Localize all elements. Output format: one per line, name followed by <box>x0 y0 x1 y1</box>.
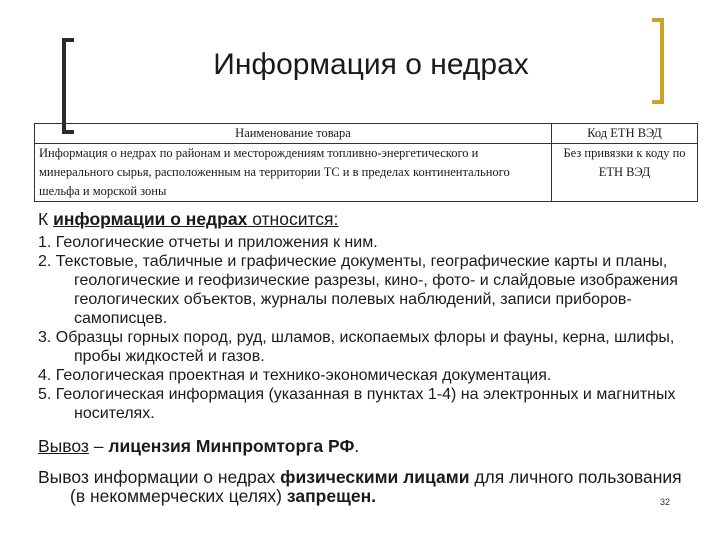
table-header-row <box>35 124 698 144</box>
personal-use-line <box>38 468 690 506</box>
list-item: 3. Образцы горных пород, руд, шламов, ископаемых флоры и фауны, керна, шлифы, пробы жидкостей и газов. <box>38 329 675 365</box>
slide-title: Информация о недрах <box>213 48 529 81</box>
row-code-cell: Без привязки к коду по ЕТН ВЭД <box>552 144 698 202</box>
personal-part2: для личного пользования (в некоммерческих целях) <box>70 467 682 506</box>
list-item: 5. Геологическая информация (указанная в пунктах 1-4) на электронных и магнитных носителях. <box>38 386 676 422</box>
list-item: 1. Геологические отчеты и приложения к ним. <box>38 234 378 251</box>
goods-table <box>34 123 698 202</box>
row-name-cell: Информация о недрах по районам и месторождениям топливно-энергетического и минерального сырья, расположенным на территории ТС и в пределах континентального шельфа и морской зоны <box>35 144 552 202</box>
table-row <box>35 144 698 202</box>
page-number: 32 <box>660 497 671 507</box>
header-name-cell: Наименование товара <box>35 124 552 144</box>
export-line <box>38 437 698 456</box>
export-end: . <box>354 436 360 456</box>
personal-emph2: запрещен. <box>286 486 376 506</box>
export-dash: – <box>88 436 109 456</box>
export-license: лицензия Минпромторга РФ <box>108 436 355 456</box>
list-item: 4. Геологическая проектная и технико-экономическая документация. <box>38 367 552 384</box>
slide-body <box>38 210 698 506</box>
list-item: 2. Текстовые, табличные и графические документы, географические карты и планы, геологические и геофизические разрезы, кино-, фото- и слайдовые изображения геологических объектов, журналы полевых наблюдений, записи приборов-самописцев. <box>38 253 678 327</box>
header-code-cell: Код ЕТН ВЭД <box>552 124 698 144</box>
info-list <box>38 233 698 423</box>
personal-emph1: физическими лицами <box>280 467 470 487</box>
intro-prefix: К <box>38 209 54 229</box>
intro-suffix: относится: <box>247 209 339 229</box>
personal-part1: Вывоз информации о недрах <box>38 467 281 487</box>
intro-line <box>38 210 698 229</box>
export-word: Вывоз <box>38 436 89 456</box>
intro-emphasis: информации о недрах <box>53 209 248 229</box>
